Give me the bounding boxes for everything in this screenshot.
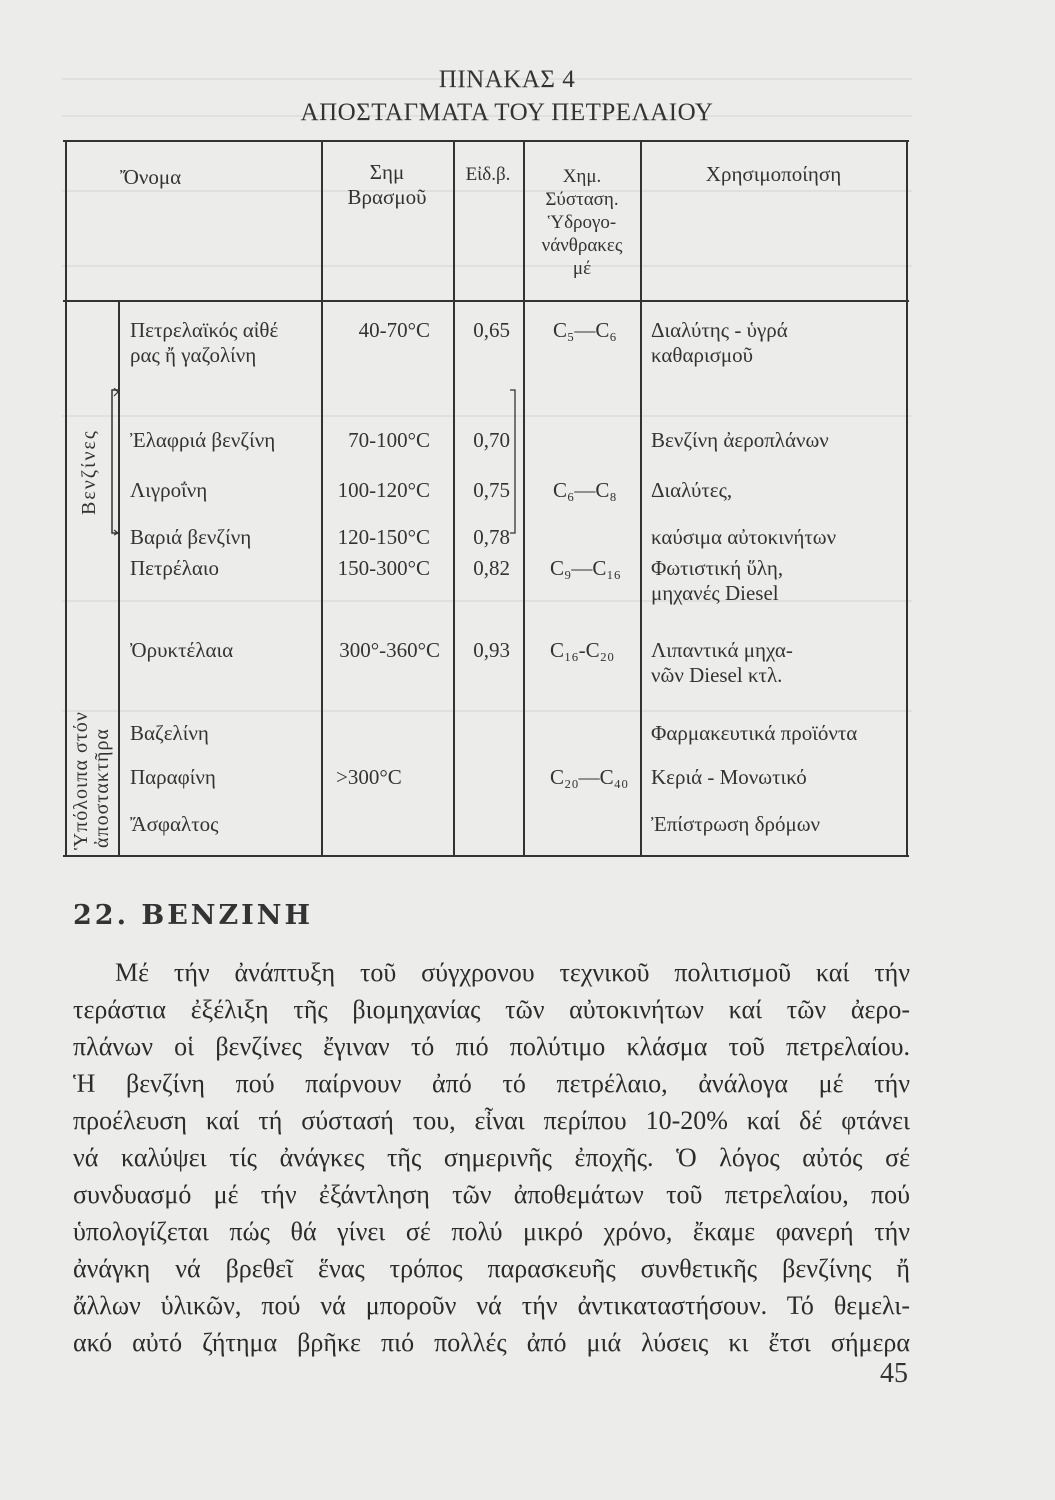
- cell-chem: C₅—C₆: [553, 318, 617, 342]
- cell-name: Βαριά βενζίνη: [130, 525, 252, 549]
- cell-name: Πετρελαϊκός αἰθέ: [130, 318, 279, 342]
- gasolines-bracket-icon: [104, 388, 120, 538]
- body-line: συνδυασμό μέ τήν ἐξάντληση τῶν ἀποθεμάτων τοῦ πετρελαίου, πού: [73, 1180, 910, 1209]
- cell-usage: Διαλύτες,: [651, 478, 733, 502]
- cell-usage: Διαλύτης - ὑγρά: [651, 318, 788, 342]
- cell-name: Λιγροΐνη: [130, 478, 208, 502]
- section-heading: 22. ΒΕΝΖΙΝΗ: [73, 900, 313, 931]
- bleed-through: [62, 415, 912, 417]
- cell-boiling: 100-120°C: [337, 478, 430, 502]
- cell-density: 0,82: [473, 556, 510, 580]
- table-title: ΑΠΟΣΤΑΓΜΑΤΑ ΤΟΥ ΠΕΤΡΕΛΑΙΟΥ: [300, 99, 714, 126]
- header-density: Εἰδ.β.: [465, 164, 511, 185]
- body-line: Μέ τήν ἀνάπτυξη τοῦ σύγχρονου τεχνικοῦ πολιτισμοῦ καί τήν: [115, 958, 910, 987]
- body-line: ἄλλων ὑλικῶν, πού νά μποροῦν νά τήν ἀντικαταστήσουν. Τό θεμελι-: [73, 1291, 910, 1320]
- body-line: ὑπολογίζεται πώς θά γίνει σέ πολύ μικρό χρόνο, ἔκαμε φανερή τήν: [73, 1217, 910, 1246]
- bleed-through: [62, 190, 912, 192]
- header-chem-4: νάνθρακες: [541, 235, 623, 256]
- cell-name: Ἄσφαλτος: [130, 812, 219, 836]
- cell-usage: Βενζίνη ἀεροπλάνων: [651, 428, 829, 452]
- cell-chem: C₂₀—C₄₀: [550, 765, 629, 789]
- header-chem-1: Χημ.: [562, 166, 602, 187]
- bleed-through: [62, 710, 912, 712]
- group-residue-label-2: ἀποστακτῆρα: [91, 728, 113, 848]
- body-line: τεράστια ἐξέλιξη τῆς βιομηχανίας τῶν αὐτοκινήτων καί τῶν ἀερο-: [73, 995, 910, 1024]
- cell-usage-cont: μηχανές Diesel: [651, 581, 779, 605]
- cell-usage: καύσιμα αὐτοκινήτων: [651, 525, 837, 549]
- header-divider: [63, 300, 909, 302]
- table-bottom-border: [63, 855, 909, 857]
- body-line: προέλευση καί τή σύστασή του, εἶναι περίπου 10-20% καί δέ φτάνει: [73, 1106, 910, 1135]
- header-chem-2: Σύσταση.: [545, 189, 619, 210]
- cell-density: 0,93: [473, 638, 510, 662]
- body-line: πλάνων οἱ βενζίνες ἔγιναν τό πιό πολύτιμο κλάσμα τοῦ πετρελαίου.: [73, 1032, 910, 1061]
- cell-usage: Λιπαντικά μηχα-: [651, 638, 793, 662]
- bleed-through: [62, 600, 912, 602]
- body-line: νά καλύψει τίς ἀνάγκες τῆς σημερινῆς ἐποχῆς. Ὁ λόγος αὐτός σέ: [73, 1143, 910, 1172]
- header-boiling-2: Βρασμοῦ: [347, 185, 427, 209]
- column-line: [65, 140, 67, 856]
- cell-usage-cont: νῶν Diesel κτλ.: [651, 663, 783, 687]
- cell-chem: C₉—C₁₆: [550, 556, 621, 580]
- body-line: Ἡ βενζίνη πού παίρνουν ἀπό τό πετρέλαιο, ἀνάλογα μέ τήν: [73, 1069, 910, 1098]
- density-bracket-icon: [508, 388, 520, 538]
- body-line: ἀνάγκη νά βρεθεῖ ἕνας τρόπος παρασκευῆς συνθετικῆς βενζίνης ἤ: [73, 1254, 910, 1283]
- cell-name: Παραφίνη: [130, 765, 216, 789]
- cell-boiling: 150-300°C: [337, 556, 430, 580]
- cell-boiling: 40-70°C: [358, 318, 430, 342]
- cell-boiling: 120-150°C: [337, 525, 430, 549]
- cell-boiling: 70-100°C: [348, 428, 430, 452]
- header-boiling-1: Σημ: [369, 160, 405, 184]
- cell-chem: C₆—C₈: [553, 478, 617, 502]
- cell-usage: Φαρμακευτικά προϊόντα: [651, 721, 858, 745]
- page-number: 45: [880, 1358, 908, 1389]
- cell-density: 0,75: [473, 478, 510, 502]
- header-name: Ὄνομα: [120, 165, 182, 189]
- column-line: [118, 300, 120, 856]
- column-line: [906, 140, 908, 856]
- column-line: [640, 140, 642, 856]
- group-residue-label-1: Ὑπόλοιπα στόν: [70, 711, 92, 850]
- table-top-border: [63, 140, 909, 142]
- cell-name: Βαζελίνη: [130, 721, 209, 745]
- table-number: ΠΙΝΑΚΑΣ 4: [438, 66, 576, 93]
- cell-name: Ὀρυκτέλαια: [130, 638, 234, 662]
- cell-usage: Ἐπίστρωση δρόμων: [651, 812, 821, 836]
- header-usage: Χρησιμοποίηση: [705, 162, 842, 186]
- bleed-through: [62, 265, 912, 267]
- cell-density: 0,70: [473, 428, 510, 452]
- header-chem-5: μέ: [572, 258, 592, 279]
- cell-usage: Κεριά - Μονωτικό: [651, 765, 807, 789]
- cell-name: Ἐλαφριά βενζίνη: [130, 428, 276, 452]
- cell-name-cont: ρας ἤ γαζολίνη: [130, 343, 257, 367]
- cell-density: 0,65: [473, 318, 510, 342]
- header-chem-3: Ὑδρογο-: [547, 212, 617, 233]
- cell-boiling: >300°C: [336, 765, 402, 789]
- cell-name: Πετρέλαιο: [130, 556, 220, 580]
- body-line: ακό αὐτό ζήτημα βρῆκε πιό πολλές ἀπό μιά λύσεις κι ἔτσι σήμερα: [73, 1328, 910, 1357]
- cell-usage: Φωτιστική ὕλη,: [651, 556, 784, 580]
- group-gasolines-label: Βενζίνες: [78, 429, 100, 515]
- cell-density: 0,78: [473, 525, 510, 549]
- cell-boiling: 300°-360°C: [339, 638, 440, 662]
- cell-chem: C₁₆-C₂₀: [550, 638, 615, 662]
- cell-usage-cont: καθαρισμοῦ: [651, 343, 754, 367]
